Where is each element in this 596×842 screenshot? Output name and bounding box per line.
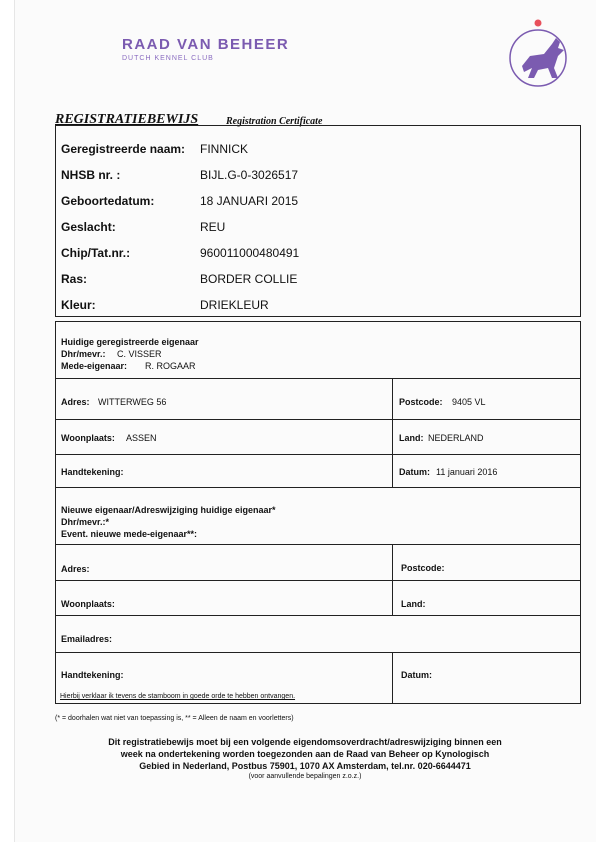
dog-field-value: BIJL.G-0-3026517 xyxy=(200,168,299,182)
owner-woonplaats-value: ASSEN xyxy=(126,433,157,443)
dog-field-label: Ras: xyxy=(61,272,88,286)
owner-handtekening-label: Handtekening: xyxy=(61,467,124,477)
certificate-subtitle: Registration Certificate xyxy=(226,116,323,127)
new-owner-dhr-label: Dhr/mevr.:* xyxy=(61,517,110,527)
notice-line-1: Dit registratiebewijs moet bij een volgende eigendomsoverdracht/adreswijziging binnen een xyxy=(108,737,502,747)
dog-field-value: DRIEKLEUR xyxy=(200,298,269,312)
column-divider xyxy=(392,544,393,615)
owner-datum-label: Datum: xyxy=(399,467,430,477)
new-owner-email-label: Emailadres: xyxy=(61,634,113,644)
dog-field-value: 18 JANUARI 2015 xyxy=(200,194,299,208)
owner-adres-value: WITTERWEG 56 xyxy=(98,397,167,407)
notice-line-2: week na ondertekening worden toegezonden aan de Raad van Beheer op Kynologisch xyxy=(120,749,490,759)
owner-woonplaats-label: Woonplaats: xyxy=(61,433,115,443)
column-divider xyxy=(392,652,393,704)
row-divider xyxy=(55,487,581,488)
dog-field-value: FINNICK xyxy=(200,142,248,156)
new-owner-datum-label: Datum: xyxy=(401,670,432,680)
owner-adres-label: Adres: xyxy=(61,397,90,407)
owner-datum-value: 11 januari 2016 xyxy=(436,467,498,477)
new-owner-woonplaats-label: Woonplaats: xyxy=(61,599,115,609)
row-divider xyxy=(55,454,581,455)
row-divider xyxy=(55,544,581,545)
dog-field-value: REU xyxy=(200,220,226,234)
org-subtitle: DUTCH KENNEL CLUB xyxy=(122,55,214,62)
declaration-text: Hierbij verklaar ik tevens de stamboom in goede orde te hebben ontvangen. xyxy=(60,693,296,700)
dog-field-value: 960011000480491 xyxy=(200,246,300,260)
dog-field-label: Geboortedatum: xyxy=(61,194,155,208)
org-name: RAAD VAN BEHEER xyxy=(122,36,290,53)
row-divider xyxy=(55,419,581,420)
row-divider xyxy=(55,615,581,616)
owner-dhr-value: C. VISSER xyxy=(117,349,162,359)
new-owner-postcode-label: Postcode: xyxy=(401,563,445,573)
owner-heading: Huidige geregistreerde eigenaar xyxy=(61,337,199,347)
row-divider xyxy=(55,652,581,653)
new-owner-adres-label: Adres: xyxy=(61,564,90,574)
dog-field-label: Kleur: xyxy=(61,298,96,312)
dog-field-label: NHSB nr. : xyxy=(61,168,121,182)
dog-field-label: Chip/Tat.nr.: xyxy=(61,246,131,260)
owner-dhr-label: Dhr/mevr.: xyxy=(61,349,106,359)
dog-field-label: Geslacht: xyxy=(61,220,116,234)
new-owner-heading: Nieuwe eigenaar/Adreswijziging huidige eigenaar* xyxy=(61,505,276,515)
certificate-title: REGISTRATIEBEWIJS xyxy=(55,112,199,127)
owner-postcode-label: Postcode: xyxy=(399,397,443,407)
notice-line-4: (voor aanvullende bepalingen z.o.z.) xyxy=(248,773,362,780)
new-owner-mede-label: Event. nieuwe mede-eigenaar**: xyxy=(61,529,198,539)
dog-field-value: BORDER COLLIE xyxy=(200,272,298,286)
owner-mede-label: Mede-eigenaar: xyxy=(61,361,128,371)
row-divider xyxy=(55,378,581,379)
new-owner-land-label: Land: xyxy=(401,599,426,609)
owner-postcode-value: 9405 VL xyxy=(452,397,486,407)
owner-land-label: Land: xyxy=(399,433,424,443)
owner-land-value: NEDERLAND xyxy=(428,433,484,443)
new-owner-handtekening-label: Handtekening: xyxy=(61,670,124,680)
row-divider xyxy=(55,580,581,581)
notice-line-3: Gebied in Nederland, Postbus 75901, 1070 AX Amsterdam, tel.nr. 020-6644471 xyxy=(139,761,471,771)
owner-mede-value: R. ROGAAR xyxy=(145,361,196,371)
column-divider xyxy=(392,378,393,487)
footnote: (* = doorhalen wat niet van toepassing is, ** = Alleen de naam en voorletters) xyxy=(55,715,294,722)
dog-field-label: Geregistreerde naam: xyxy=(61,142,186,156)
dog-logo-icon xyxy=(500,16,578,90)
